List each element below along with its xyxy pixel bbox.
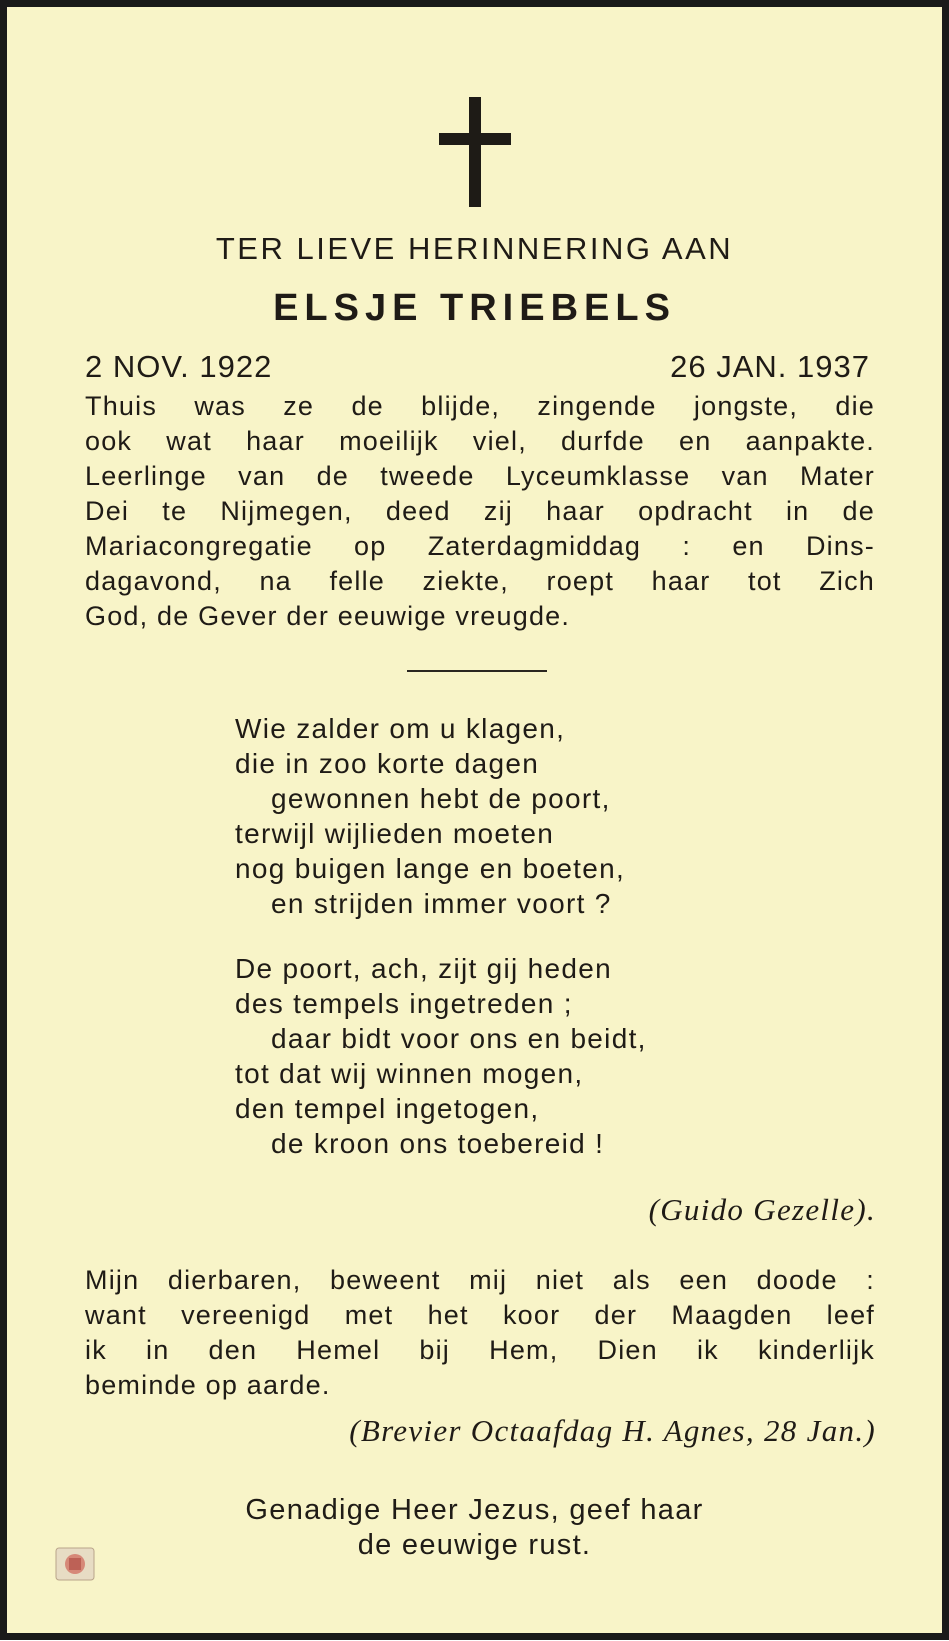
biography-line: Dei te Nijmegen, deed zij haar opdracht in de [85, 496, 875, 526]
stamp-seal-icon [55, 1547, 95, 1581]
poem-line: die in zoo korte dagen [235, 748, 540, 779]
quote-line: ik in den Hemel bij Hem, Dien ik kinderlijk [85, 1335, 875, 1365]
closing-line: de eeuwige rust. [357, 1529, 592, 1561]
quote-source: (Brevier Octaafdag H. Agnes, 28 Jan.) [349, 1413, 876, 1448]
biography-line: ook wat haar moeilijk viel, durfde en aanpakte. [85, 426, 875, 456]
quote-paragraph [85, 1263, 875, 1403]
poem-line: den tempel ingetogen, [235, 1093, 540, 1124]
biography-paragraph [85, 389, 875, 634]
closing-prayer [7, 1493, 942, 1563]
biography-line: Mariacongregatie op Zaterdagmiddag : en Dins- [85, 531, 875, 561]
poem-line: tot dat wij winnen mogen, [235, 1058, 584, 1089]
quote-line: want vereenigd met het koor der Maagden leef [85, 1300, 875, 1330]
closing-line: Genadige Heer Jezus, geef haar [245, 1494, 704, 1526]
poem-line: terwijl wijlieden moeten [235, 818, 555, 849]
poem-line: De poort, ach, zijt gij heden [235, 953, 613, 984]
poem-line: nog buigen lange en boeten, [235, 853, 626, 884]
poem-line: daar bidt voor ons en beidt, [271, 1023, 647, 1054]
poem-line: Wie zalder om u klagen, [235, 713, 566, 744]
poem-stanza-2 [235, 951, 835, 1161]
intro-heading: TER LIEVE HERINNERING AAN [215, 231, 734, 266]
biography-line: God, de Gever der eeuwige vreugde. [85, 601, 571, 631]
poem-stanza-1 [235, 711, 835, 921]
biography-line: Thuis was ze de blijde, zingende jongste, die [85, 391, 875, 421]
biography-line: Leerlinge van de tweede Lyceumklasse van Mater [85, 461, 875, 491]
quote-line: beminde op aarde. [85, 1370, 331, 1400]
biography-line: dagavond, na felle ziekte, roept haar tot Zich [85, 566, 875, 596]
quote-line: Mijn dierbaren, beweent mij niet als een doode : [85, 1265, 875, 1295]
poem-line: de kroon ons toebereid ! [271, 1128, 605, 1159]
birth-date: 2 NOV. 1922 [85, 349, 273, 384]
poem-line: des tempels ingetreden ; [235, 988, 573, 1019]
cross-icon [439, 97, 511, 207]
poem-attribution: (Guido Gezelle). [648, 1192, 876, 1227]
poem-line: en strijden immer voort ? [271, 888, 612, 919]
poem-line: gewonnen hebt de poort, [271, 783, 611, 814]
death-date: 26 JAN. 1937 [670, 349, 870, 384]
deceased-name: ELSJE TRIEBELS [273, 287, 676, 329]
section-divider [407, 670, 547, 672]
